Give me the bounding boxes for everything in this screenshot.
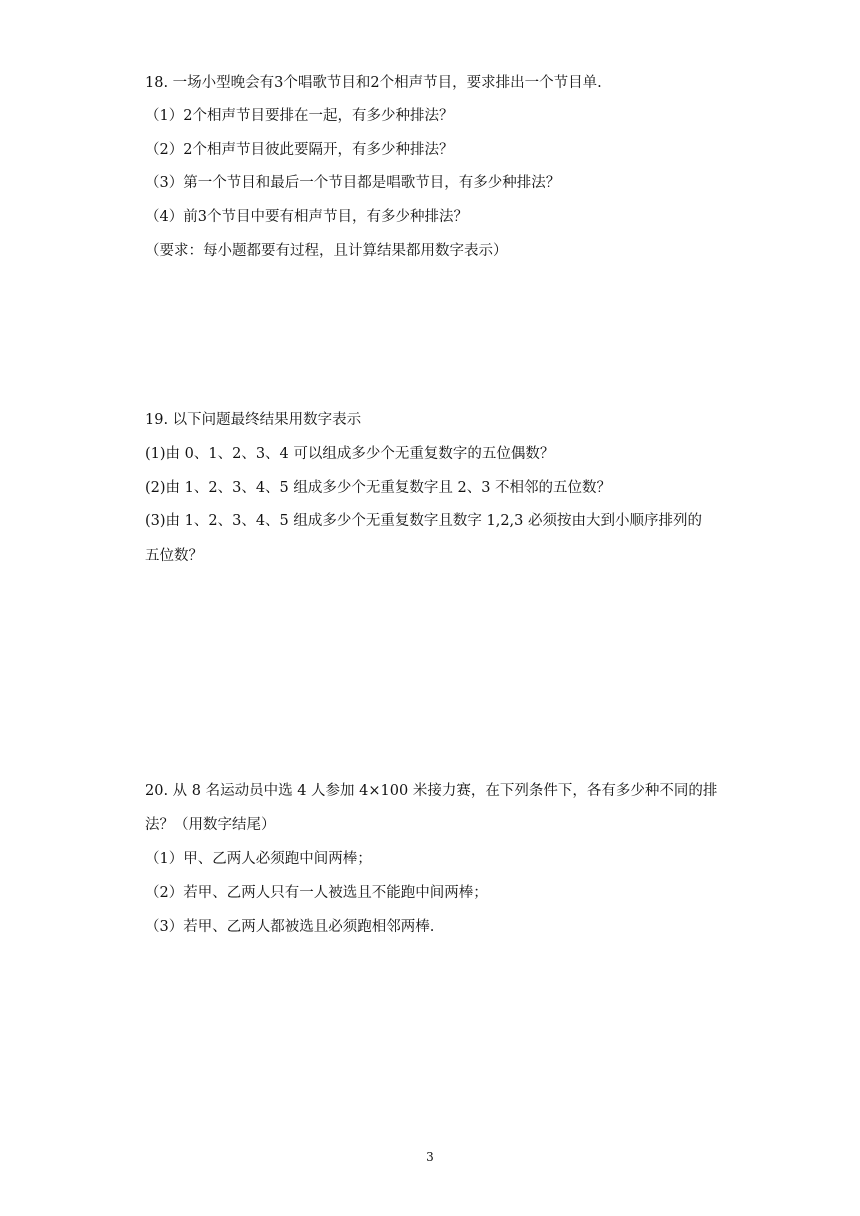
q18-part-4: （4）前3个节目中要有相声节目，有多少种排法？ <box>145 209 468 225</box>
q18-note: （要求：每小题都要有过程，且计算结果都用数字表示） <box>145 243 508 259</box>
q19-part-1: (1)由 0、1、2、3、4 可以组成多少个无重复数字的五位偶数？ <box>145 446 555 462</box>
q20-part-3: （3）若甲、乙两人都被选且必须跑相邻两棒. <box>145 919 435 935</box>
q18-part-1: （1）2个相声节目要排在一起，有多少种排法？ <box>145 108 454 124</box>
q19-part-2: (2)由 1、2、3、4、5 组成多少个无重复数字且 2、3 不相邻的五位数？ <box>145 480 612 496</box>
q19-part-3-line-1: (3)由 1、2、3、4、5 组成多少个无重复数字且数字 1,2,3 必须按由大到小顺序排列的 <box>145 513 702 529</box>
q20-stem-line-1: 20. 从 8 名运动员中选 4 人参加 4×100 米接力赛，在下列条件下，各有多少种不同的排 <box>145 783 718 799</box>
q19-stem: 19. 以下问题最终结果用数字表示 <box>145 412 362 428</box>
q20-part-2: （2）若甲、乙两人只有一人被选且不能跑中间两棒； <box>145 885 488 901</box>
q18-stem: 18. 一场小型晚会有3个唱歌节目和2个相声节目，要求排出一个节目单. <box>145 75 602 91</box>
q19-part-3-line-2: 五位数？ <box>145 548 203 564</box>
page-number: 3 <box>426 1150 434 1164</box>
q18-part-2: （2）2个相声节目彼此要隔开，有多少种排法？ <box>145 142 454 158</box>
q20-part-1: （1）甲、乙两人必须跑中间两棒； <box>145 851 372 867</box>
q18-part-3: （3）第一个节目和最后一个节目都是唱歌节目，有多少种排法？ <box>145 175 561 191</box>
q20-stem-line-2: 法？（用数字结尾） <box>145 817 276 833</box>
